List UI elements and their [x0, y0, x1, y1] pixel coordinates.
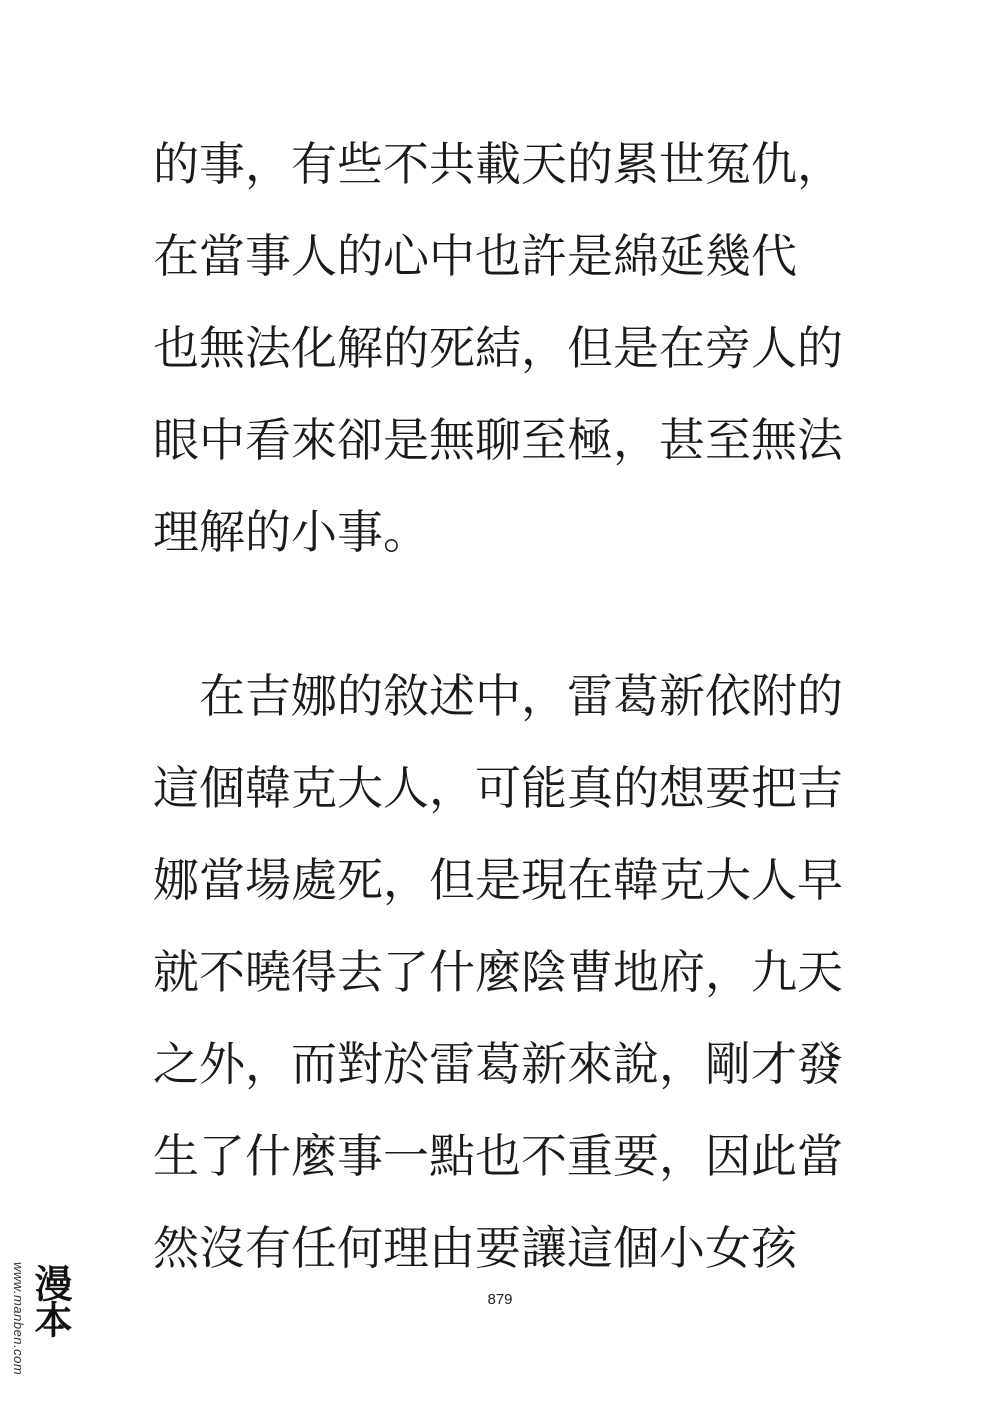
- paragraph-2: [153, 650, 863, 1294]
- paragraph-gap: [153, 578, 863, 650]
- text-line: 生了什麼事一點也不重要，因此當: [153, 1129, 843, 1183]
- watermark-url: www.manben.com: [11, 1262, 26, 1376]
- text-line: 就不曉得去了什麼陰曹地府，九天: [153, 945, 843, 999]
- watermark: [4, 1262, 74, 1410]
- text-line: 理解的小事。: [153, 505, 429, 559]
- watermark-logo: 漫本: [28, 1264, 72, 1336]
- paragraph-1: [153, 118, 863, 578]
- text-line: 娜當場處死，但是現在韓克大人早: [153, 853, 843, 907]
- text-line: 在當事人的心中也許是綿延幾代: [153, 229, 797, 283]
- text-line: 之外，而對於雷葛新來說，剛才發: [153, 1037, 843, 1091]
- page-number: 879: [487, 1291, 513, 1308]
- text-line: 眼中看來卻是無聊至極，甚至無法: [153, 413, 843, 467]
- body-text: [153, 118, 863, 1294]
- text-line: 在吉娜的敘述中，雷葛新依附的: [153, 669, 843, 723]
- text-line: 也無法化解的死結，但是在旁人的: [153, 321, 843, 375]
- text-line: 然沒有任何理由要讓這個小女孩: [153, 1221, 797, 1275]
- text-line: 這個韓克大人，可能真的想要把吉: [153, 761, 843, 815]
- text-line: 的事，有些不共載天的累世冤仇，: [153, 137, 843, 191]
